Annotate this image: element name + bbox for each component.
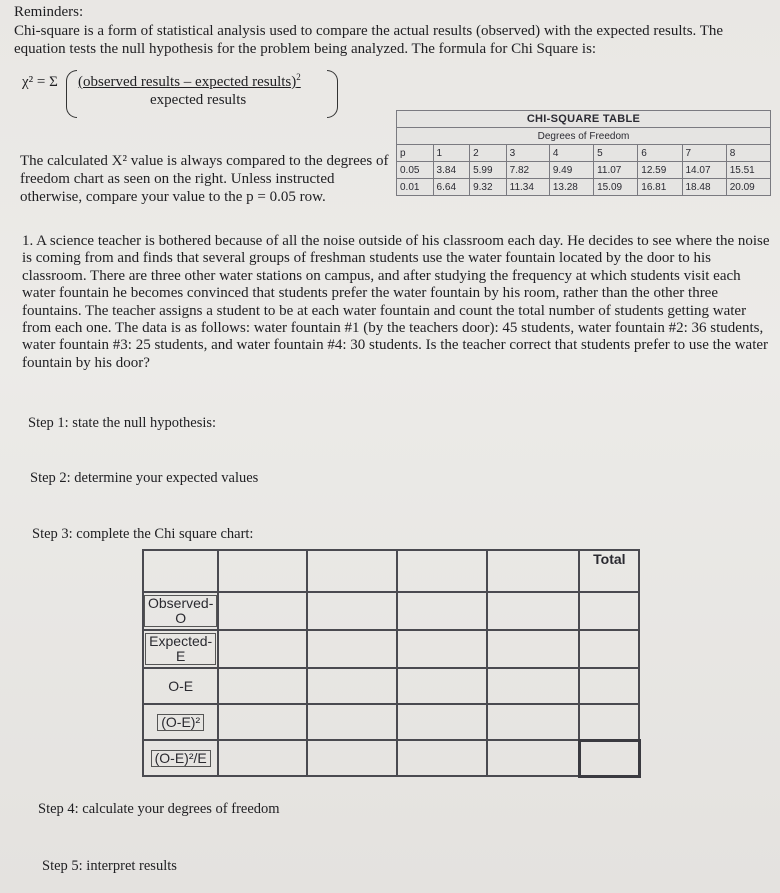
reminders-title: Reminders: bbox=[14, 4, 84, 20]
chi-table-cell: 7 bbox=[682, 145, 726, 162]
step-5-label: Step 5: interpret results bbox=[42, 858, 177, 874]
chart-divided-row bbox=[143, 740, 639, 776]
chart-cell[interactable] bbox=[218, 704, 307, 740]
divided-label-box: (O-E)²/E bbox=[151, 750, 211, 767]
chart-cell[interactable] bbox=[487, 740, 579, 776]
chi-table-cell: p bbox=[397, 145, 434, 162]
chi-table-subtitle: Degrees of Freedom bbox=[397, 128, 771, 145]
chi-table-cell: 15.51 bbox=[726, 162, 770, 179]
chi-square-reference-table bbox=[396, 110, 771, 196]
chart-cell[interactable] bbox=[487, 550, 579, 592]
chi-table-cell: 18.48 bbox=[682, 179, 726, 196]
chart-squared-label bbox=[143, 704, 218, 740]
chi-table-cell: 2 bbox=[470, 145, 507, 162]
chart-cell[interactable] bbox=[218, 592, 307, 630]
chi-table-cell: 14.07 bbox=[682, 162, 726, 179]
chi-table-cell: 20.09 bbox=[726, 179, 770, 196]
chart-header-row bbox=[143, 550, 639, 592]
chi-table-cell: 15.09 bbox=[594, 179, 638, 196]
chi-table-title: CHI-SQUARE TABLE bbox=[397, 111, 771, 128]
chart-cell[interactable] bbox=[397, 630, 487, 668]
chi-table-cell: 3 bbox=[506, 145, 549, 162]
expected-label-box bbox=[145, 633, 216, 665]
chi-table-cell: 6.64 bbox=[433, 179, 470, 196]
observed-label-line1: Observed- bbox=[148, 595, 214, 611]
chi-square-work-chart bbox=[142, 549, 641, 778]
degrees-of-freedom-note: The calculated X² value is always compared to the degrees of freedom chart as seen on the right. Unless instructed otherwise, compare your value to the p = 0.05 row. bbox=[20, 153, 389, 205]
chart-blank-cell bbox=[143, 550, 218, 592]
chi-table-cell: 1 bbox=[433, 145, 470, 162]
chi-square-total-box[interactable] bbox=[579, 740, 639, 776]
chart-expected-row bbox=[143, 630, 639, 668]
chi-table-cell: 0.05 bbox=[397, 162, 434, 179]
squared-label-box: (O-E)² bbox=[157, 714, 204, 731]
reminders-text: Chi-square is a form of statistical analysis used to compare the actual results (observed) with the expected results. The equation tests the null hypothesis for the problem being analyzed. The formula for Chi Square is: bbox=[14, 23, 724, 57]
chi-table-cell: 7.82 bbox=[506, 162, 549, 179]
chart-cell[interactable] bbox=[397, 704, 487, 740]
chi-table-cell: 12.59 bbox=[638, 162, 682, 179]
step-3-label: Step 3: complete the Chi square chart: bbox=[32, 526, 254, 542]
chi-table-cell: 9.32 bbox=[470, 179, 507, 196]
formula-right-paren bbox=[327, 70, 338, 118]
chart-cell[interactable] bbox=[218, 740, 307, 776]
chi-table-cell: 3.84 bbox=[433, 162, 470, 179]
chart-cell[interactable] bbox=[307, 592, 397, 630]
chart-cell[interactable] bbox=[487, 630, 579, 668]
chart-cell[interactable] bbox=[579, 630, 639, 668]
formula-denominator: expected results bbox=[150, 92, 247, 108]
formula-left-paren bbox=[66, 70, 77, 118]
formula-numerator-text: (observed results – expected results) bbox=[78, 74, 297, 90]
chart-observed-label bbox=[143, 592, 218, 630]
chi-table-cell: 5 bbox=[594, 145, 638, 162]
chart-o-minus-e-row bbox=[143, 668, 639, 704]
observed-label-box bbox=[144, 595, 217, 627]
chi-table-cell: 9.49 bbox=[549, 162, 593, 179]
chi-table-cell: 5.99 bbox=[470, 162, 507, 179]
chart-cell[interactable] bbox=[307, 704, 397, 740]
chart-cell[interactable] bbox=[397, 740, 487, 776]
chi-table-row bbox=[397, 179, 771, 196]
chart-cell[interactable] bbox=[307, 630, 397, 668]
chart-cell[interactable] bbox=[487, 668, 579, 704]
chart-total-header: Total bbox=[579, 550, 639, 592]
chart-cell[interactable] bbox=[397, 668, 487, 704]
question-text: 1. A science teacher is bothered because of all the noise outside of his classroom each day. He decides to see where the noise is coming from and finds that several groups of freshman students use the water fountain located by the door to his classroom. There are three other water stations on campus, and after studying the frequency at which students visit each water fountain he becomes convinced that students prefer the water fountain by his room, rather than the other three fountains. The teacher assigns a student to be at each water fountain and count the total number of students getting water from each one. The data is as follows: water fountain #1 (by the teachers door): 45 students, water fountain #2: 36 students, water fountain #3: 25 students, and water fountain #4: 30 students. Is the teacher correct that students prefer to use the water fountain by his door? bbox=[22, 233, 770, 371]
chart-o-minus-e-label: O-E bbox=[143, 668, 218, 704]
expected-label-line2: E bbox=[176, 648, 186, 664]
chart-cell[interactable] bbox=[218, 668, 307, 704]
chart-cell[interactable] bbox=[218, 630, 307, 668]
chart-cell[interactable] bbox=[397, 592, 487, 630]
chi-table-cell: 16.81 bbox=[638, 179, 682, 196]
chart-observed-row bbox=[143, 592, 639, 630]
step-4-label: Step 4: calculate your degrees of freedom bbox=[38, 801, 280, 817]
chi-table-header-row bbox=[397, 145, 771, 162]
chart-cell[interactable] bbox=[579, 592, 639, 630]
chi-table-row bbox=[397, 162, 771, 179]
chi-table-cell: 4 bbox=[549, 145, 593, 162]
chi-table-cell: 0.01 bbox=[397, 179, 434, 196]
chi-square-formula bbox=[22, 68, 342, 120]
chi-table-cell: 11.34 bbox=[506, 179, 549, 196]
chart-cell[interactable] bbox=[579, 704, 639, 740]
chart-divided-label bbox=[143, 740, 218, 776]
chi-table-cell: 13.28 bbox=[549, 179, 593, 196]
observed-label-line2: O bbox=[175, 610, 187, 626]
formula-lhs: χ² = Σ bbox=[22, 74, 58, 90]
chi-table-cell: 11.07 bbox=[594, 162, 638, 179]
chi-table-cell: 6 bbox=[638, 145, 682, 162]
chart-cell[interactable] bbox=[487, 592, 579, 630]
chart-expected-label bbox=[143, 630, 218, 668]
chart-cell[interactable] bbox=[397, 550, 487, 592]
chart-cell[interactable] bbox=[307, 668, 397, 704]
chi-table-cell: 8 bbox=[726, 145, 770, 162]
formula-exponent: 2 bbox=[296, 72, 301, 82]
chart-cell[interactable] bbox=[307, 550, 397, 592]
chart-cell[interactable] bbox=[218, 550, 307, 592]
formula-numerator bbox=[78, 72, 301, 91]
chart-squared-row bbox=[143, 704, 639, 740]
chart-cell[interactable] bbox=[307, 740, 397, 776]
chart-cell[interactable] bbox=[579, 668, 639, 704]
expected-label-line1: Expected- bbox=[149, 633, 213, 649]
chart-cell[interactable] bbox=[487, 704, 579, 740]
step-2-label: Step 2: determine your expected values bbox=[30, 470, 259, 486]
step-1-label: Step 1: state the null hypothesis: bbox=[28, 415, 217, 431]
